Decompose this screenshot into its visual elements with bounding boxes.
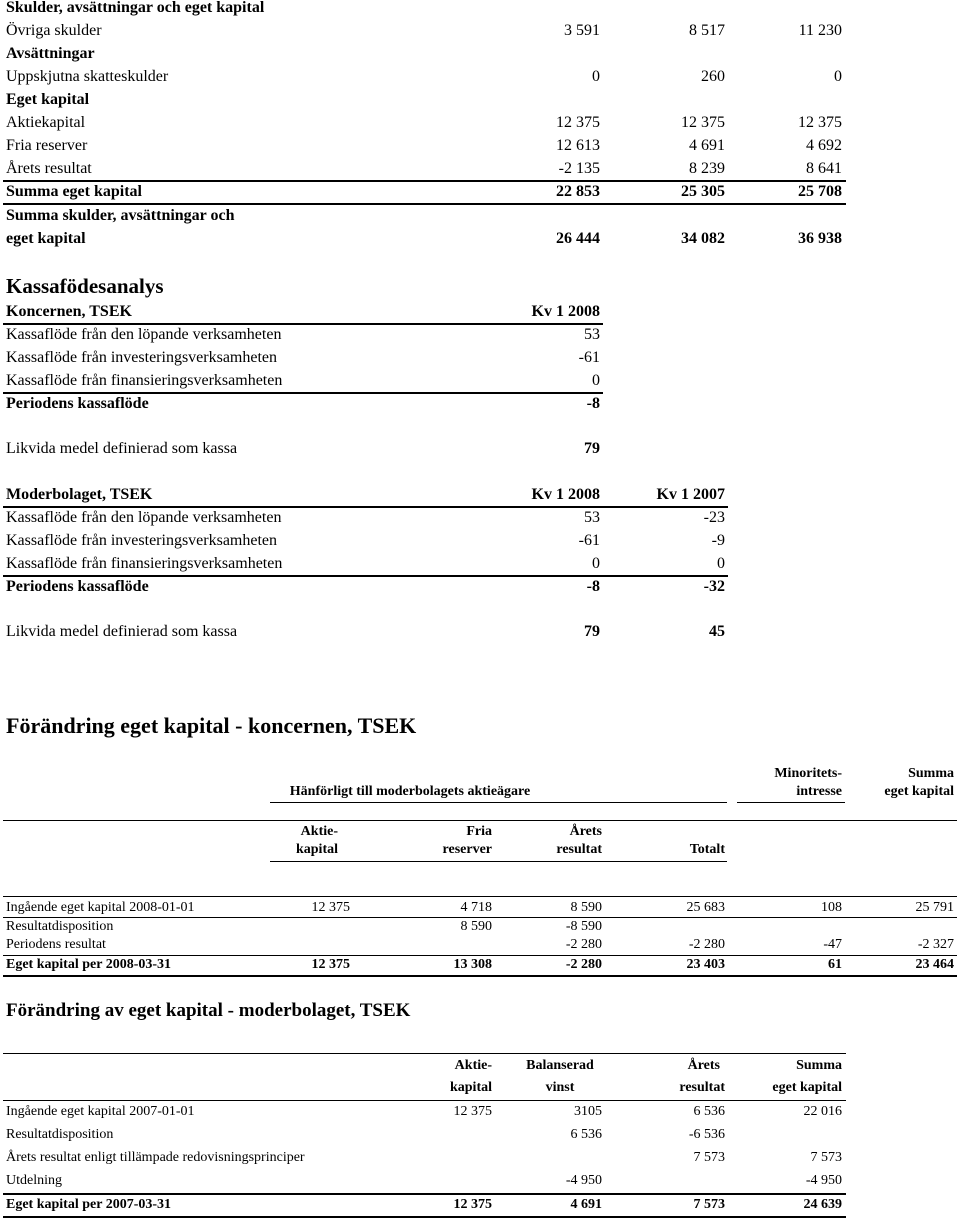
column-header: resultat: [679, 1080, 725, 1095]
table-header: Moderbolaget, TSEK: [6, 486, 153, 503]
divider: [3, 506, 728, 508]
row-label: Kassaflöde från investeringsverksamheten: [6, 532, 278, 549]
value-col1: 12 613: [556, 137, 600, 154]
divider: [3, 896, 957, 897]
value-col2: 260: [701, 68, 725, 85]
minority-header: intresse: [796, 784, 842, 799]
row-label: Summa skulder, avsättningar och: [6, 207, 235, 224]
value-col2: 12 375: [681, 114, 725, 131]
value-col1: 3 591: [564, 22, 600, 39]
value-col1: 22 853: [556, 183, 600, 200]
row-label: Summa eget kapital: [6, 183, 142, 200]
value-col3: 36 938: [798, 230, 842, 247]
bal-value: 3105: [574, 1104, 602, 1119]
row-label: Ingående eget kapital 2008-01-01: [6, 900, 195, 915]
value-col3: 8 641: [806, 160, 842, 177]
divider: [3, 1216, 846, 1218]
totalt-value: 25 683: [686, 900, 725, 915]
column-header: Aktie-: [300, 824, 338, 839]
row-label: Resultatdisposition: [6, 1127, 114, 1142]
divider: [3, 975, 957, 977]
row-label: Kassaflöde från finansieringsverksamheten: [6, 372, 283, 389]
bal-value: 6 536: [570, 1127, 602, 1142]
aktie-value: 12 375: [453, 1104, 492, 1119]
arets-value: -6 536: [688, 1127, 725, 1142]
divider: [3, 1193, 846, 1195]
value-col1: -2 135: [558, 160, 600, 177]
arets-value: -2 280: [565, 937, 602, 952]
arets-value: -8 590: [565, 919, 602, 934]
column-header: Totalt: [689, 842, 725, 857]
minority-value: -47: [823, 937, 842, 952]
column-header: vinst: [545, 1080, 575, 1095]
row-label: Likvida medel definierad som kassa: [6, 440, 238, 457]
value-col1: 0: [592, 68, 600, 85]
divider: [3, 323, 603, 325]
row-label: Kassaflöde från investeringsverksamheten: [6, 349, 278, 366]
row-label: Uppskjutna skatteskulder: [6, 68, 169, 85]
column-header: Kv 1 2008: [531, 486, 600, 503]
minority-value: 108: [821, 900, 842, 915]
sum-value: -4 950: [805, 1173, 842, 1188]
row-label: Resultatdisposition: [6, 919, 114, 934]
column-header: kapital: [295, 842, 338, 857]
aktie-value: 12 375: [311, 900, 350, 915]
column-header: Balanserad: [526, 1058, 594, 1073]
sum-value: 23 464: [915, 957, 954, 972]
value-col2: 8 517: [689, 22, 725, 39]
row-label: Aktiekapital: [6, 114, 86, 131]
column-header: Aktie-: [454, 1058, 492, 1073]
sum-header: Summa: [908, 766, 954, 781]
row-label: Likvida medel definierad som kassa: [6, 623, 238, 640]
divider: [3, 392, 603, 394]
minority-value: 61: [828, 957, 842, 972]
row-label: Eget kapital per 2007-03-31: [6, 1197, 172, 1212]
column-header: Kv 1 2008: [531, 303, 600, 320]
row-label: Övriga skulder: [6, 22, 102, 39]
row-label: Kassaflöde från den löpande verksamheten: [6, 326, 282, 343]
balance-heading: Skulder, avsättningar och eget kapital: [6, 0, 265, 16]
row-label-cont: eget kapital: [6, 230, 86, 247]
row-label: Periodens kassaflöde: [6, 395, 149, 412]
arets-value: 7 573: [693, 1150, 725, 1165]
fria-value: 13 308: [453, 957, 492, 972]
column-header: eget kapital: [772, 1080, 842, 1095]
sum-value: 24 639: [803, 1197, 842, 1212]
equity-parent-title: Förändring av eget kapital - moderbolaget, TSEK: [6, 1000, 411, 1021]
row-label: Utdelning: [6, 1173, 62, 1188]
sum-value: -2 327: [917, 937, 954, 952]
value-col2: 45: [709, 623, 725, 640]
value-col1: 79: [584, 623, 600, 640]
row-label: Kassaflöde från den löpande verksamheten: [6, 509, 282, 526]
value-col2: 4 691: [689, 137, 725, 154]
aktie-value: 12 375: [311, 957, 350, 972]
minority-header: Minoritets-: [774, 766, 842, 781]
divider: [270, 802, 727, 803]
value-col1: -8: [586, 395, 600, 412]
column-header: Summa: [796, 1058, 842, 1073]
divider: [3, 1100, 846, 1101]
row-label: Kassaflöde från finansieringsverksamheten: [6, 555, 283, 572]
arets-value: 8 590: [570, 900, 602, 915]
attrib-header: Hänförligt till moderbolagets aktieägare: [289, 784, 531, 799]
value-col3: 25 708: [798, 183, 842, 200]
value-col1: 53: [584, 509, 600, 526]
column-header: reserver: [442, 842, 492, 857]
divider: [3, 575, 728, 577]
arets-value: 6 536: [693, 1104, 725, 1119]
value-col2: 25 305: [681, 183, 725, 200]
value-col2: -23: [703, 509, 725, 526]
value-col2: 8 239: [689, 160, 725, 177]
value-col1: -61: [578, 349, 600, 366]
column-header: Årets: [687, 1058, 720, 1073]
equity-group-title: Förändring eget kapital - koncernen, TSEK: [6, 713, 417, 738]
value-col1: 26 444: [556, 230, 600, 247]
value-col1: 53: [584, 326, 600, 343]
totalt-value: -2 280: [688, 937, 725, 952]
divider: [3, 203, 846, 205]
table-header: Koncernen, TSEK: [6, 303, 132, 320]
column-header: Årets: [569, 824, 602, 839]
row-label: Fria reserver: [6, 137, 88, 154]
column-header: Kv 1 2007: [656, 486, 725, 503]
row-label: Ingående eget kapital 2007-01-01: [6, 1104, 195, 1119]
column-header: Fria: [466, 824, 492, 839]
divider: [737, 802, 845, 803]
divider: [3, 917, 957, 918]
value-col1: -8: [586, 578, 600, 595]
arets-value: 7 573: [693, 1197, 725, 1212]
divider: [3, 820, 957, 821]
sum-value: 7 573: [810, 1150, 842, 1165]
row-label: Årets resultat: [6, 160, 92, 177]
totalt-value: 23 403: [686, 957, 725, 972]
value-col2: 34 082: [681, 230, 725, 247]
divider: [3, 955, 957, 956]
row-label: Periodens kassaflöde: [6, 578, 149, 595]
row-label: Eget kapital per 2008-03-31: [6, 957, 172, 972]
value-col1: -61: [578, 532, 600, 549]
value-col3: 0: [834, 68, 842, 85]
value-col1: 0: [592, 372, 600, 389]
row-label: Årets resultat enligt tillämpade redovisningsprinciper: [6, 1150, 305, 1165]
value-col2: 0: [717, 555, 725, 572]
aktie-value: 12 375: [453, 1197, 492, 1212]
section-label: Eget kapital: [6, 91, 90, 108]
arets-value: -2 280: [565, 957, 602, 972]
value-col3: 11 230: [798, 22, 842, 39]
divider: [3, 1053, 846, 1054]
cashflow-title: Kassafödesanalys: [6, 274, 164, 298]
value-col2: -32: [703, 578, 725, 595]
sum-header: eget kapital: [884, 784, 954, 799]
value-col2: -9: [711, 532, 725, 549]
column-header: resultat: [556, 842, 602, 857]
sum-value: 25 791: [915, 900, 954, 915]
value-col1: 12 375: [556, 114, 600, 131]
column-header: kapital: [449, 1080, 492, 1095]
row-label: Periodens resultat: [6, 937, 106, 952]
fria-value: 8 590: [460, 919, 492, 934]
bal-value: -4 950: [565, 1173, 602, 1188]
value-col3: 4 692: [806, 137, 842, 154]
value-col1: 0: [592, 555, 600, 572]
value-col1: 79: [584, 440, 600, 457]
divider: [3, 180, 846, 182]
bal-value: 4 691: [570, 1197, 602, 1212]
section-label: Avsättningar: [6, 45, 95, 62]
value-col3: 12 375: [798, 114, 842, 131]
divider: [270, 861, 727, 862]
fria-value: 4 718: [460, 900, 492, 915]
sum-value: 22 016: [803, 1104, 842, 1119]
